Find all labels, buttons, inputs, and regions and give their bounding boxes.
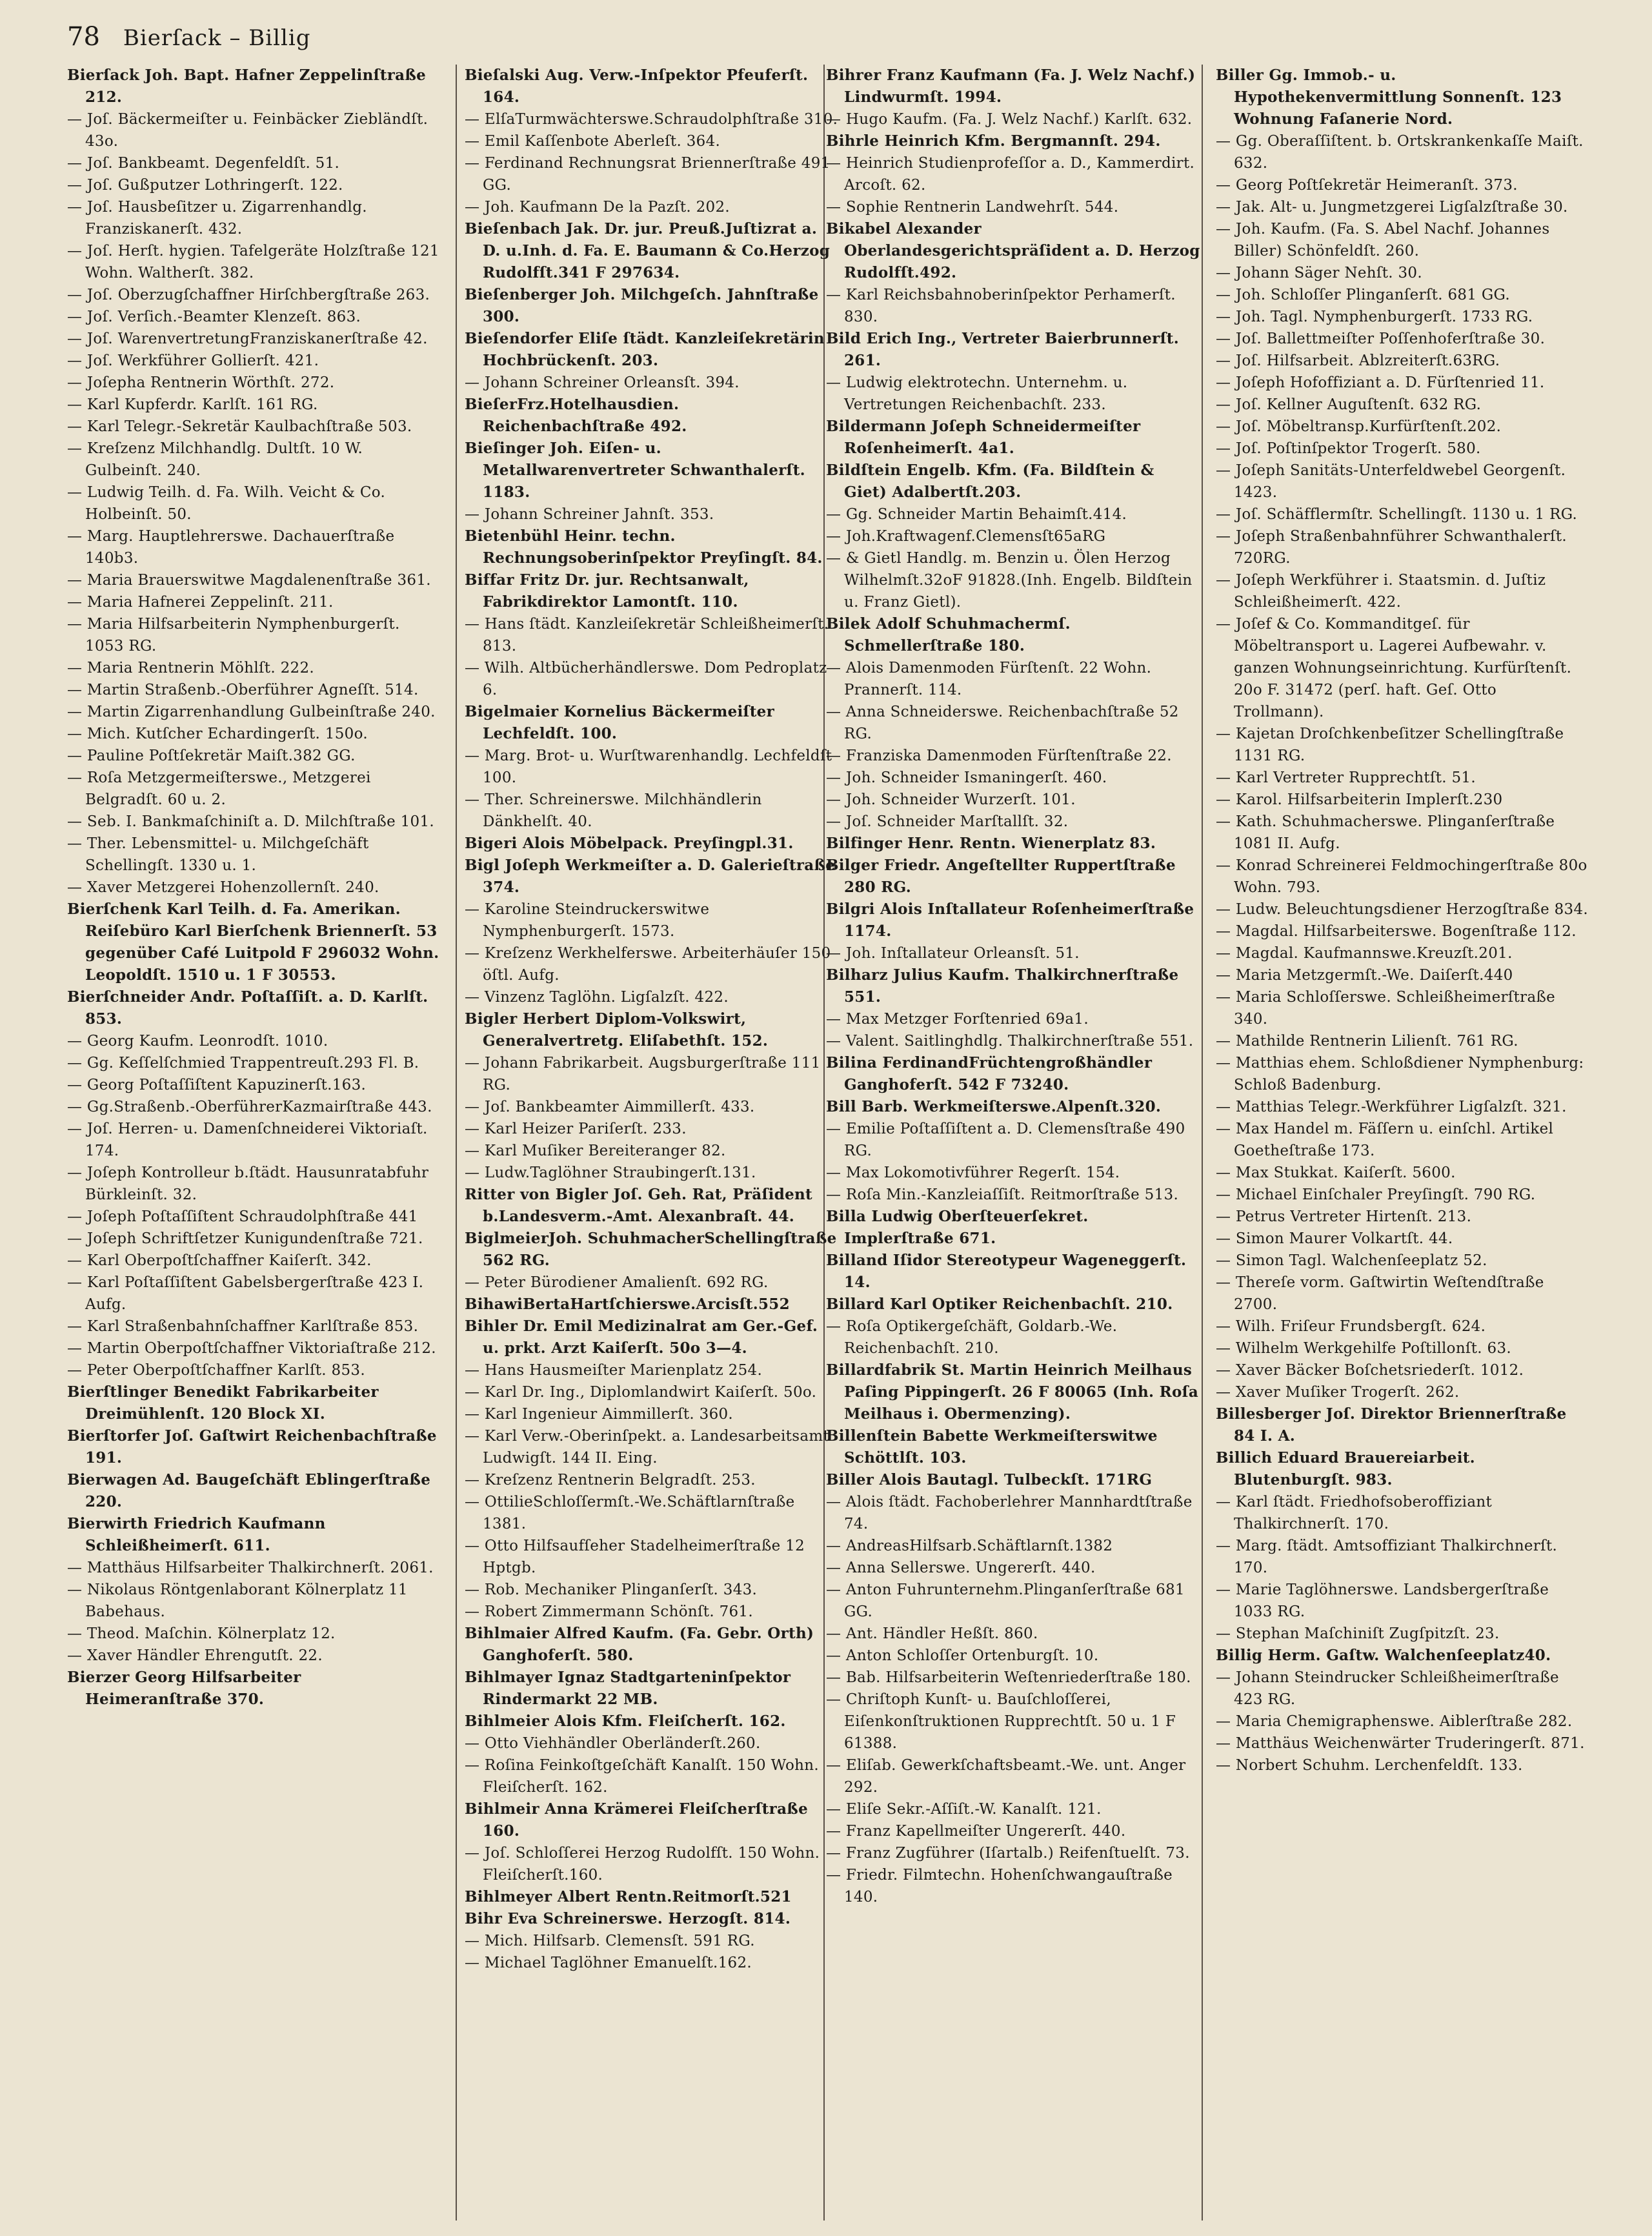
directory-entry: Bilina FerdinandFrüchtengroßhändler Ganghoferſt. 542 F 73240. <box>826 1054 1153 1093</box>
directory-entry: — Karl Heizer Pariſerſt. 233. <box>465 1121 687 1137</box>
directory-entry: — Peter Oberpoſtſchaffner Karlſt. 853. <box>67 1362 365 1379</box>
directory-entry: — Karl Vertreter Rupprechtſt. 51. <box>1216 769 1476 786</box>
directory-entry: — Joſ. Bankbeamt. Degenfeldſt. 51. <box>67 155 340 172</box>
directory-entry: — Joſ. Gußputzer Lothringerſt. 122. <box>67 177 343 194</box>
directory-entry: — Joſ. Bäckermeiſter u. Feinbäcker Ziebländſt. 43o. <box>67 111 428 150</box>
directory-entry: — Wilhelm Werkgehilfe Poſtillonſt. 63. <box>1216 1340 1511 1357</box>
directory-entry: Bigelmaier Kornelius Bäckermeiſter Lechfeldſt. 100. <box>465 703 775 742</box>
page-header <box>67 22 311 61</box>
directory-entry: — Gg.Straßenb.-OberführerKazmairſtraße 443. <box>67 1099 432 1115</box>
directory-entry: — Joh. Schloſſer Plinganſerſt. 681 GG. <box>1216 287 1511 303</box>
directory-entry: — Karl Verw.-Oberinſpekt. a. Landesarbeitsamt Ludwigſt. 144 II. Eing. <box>465 1428 829 1467</box>
directory-entry: — Alois ſtädt. Fachoberlehrer Mannhardtſtraße 74. <box>826 1494 1193 1532</box>
directory-entry: — Kreſzenz Milchhandlg. Dultſt. 10 W. Gulbeinſt. 240. <box>67 440 363 479</box>
directory-entry: — Joh. Schneider Wurzerſt. 101. <box>826 791 1076 808</box>
directory-entry: Bieſinger Joh. Eiſen- u. Metallwarenvertreter Schwanthalerſt. 1183. <box>465 440 805 501</box>
directory-entry: — Georg Poſtaſſiſtent Kapuzinerſt.163. <box>67 1077 367 1093</box>
directory-entry: — Bab. Hilfsarbeiterin Weſtenriederſtraße 180. <box>826 1669 1191 1686</box>
directory-entry: — Emilie Poſtaſſiſtent a. D. Clemensſtraße 490 RG. <box>826 1121 1185 1159</box>
directory-entry: — Marg. Brot- u. Wurſtwarenhandlg. Lechfeldſt 100. <box>465 747 832 786</box>
directory-entry: — Jak. Alt- u. Jungmetzgerei Ligſalzſtraße 30. <box>1216 199 1568 216</box>
directory-entry: — Joſeph Kontrolleur b.ſtädt. Hausunratabfuhr Bürkleinſt. 32. <box>67 1164 429 1203</box>
directory-entry: — Joſef & Co. Kommanditgeſ. für Möbeltransport u. Lagerei Aufbewahr. v. ganzen Wohnungseinrichtung. Kurfürſtenſt. 20o F. 31472 (perſ. haft. Geſ. Otto Trollmann). <box>1216 616 1572 720</box>
directory-entry: — Eliſe Sekr.-Aſſiſt.-W. Kanalſt. 121. <box>826 1801 1102 1818</box>
directory-entry: — Rob. Mechaniker Plinganſerſt. 343. <box>465 1581 758 1598</box>
directory-entry: — Ant. Händler Heßſt. 860. <box>826 1625 1038 1642</box>
directory-entry: Bihr Eva Schreinerswe. Herzogſt. 814. <box>465 1910 791 1927</box>
directory-entry: — Michael Einſchaler Preyſingſt. 790 RG. <box>1216 1186 1536 1203</box>
directory-entry: — Robert Zimmermann Schönſt. 761. <box>465 1603 753 1620</box>
directory-entry: Bigeri Alois Möbelpack. Preyſingpl.31. <box>465 835 794 852</box>
directory-entry: Bierſtorfer Joſ. Gaſtwirt Reichenbachſtraße 191. <box>67 1427 437 1467</box>
directory-entry: Bildſtein Engelb. Kfm. (Fa. Bildſtein & Giet) Adalbertſt.203. <box>826 462 1154 501</box>
running-head: Bierſack – Billig <box>123 25 311 51</box>
directory-entry: Bihlmeir Anna Krämerei Fleiſcherſtraße 160. <box>465 1800 808 1840</box>
directory-entry: — Magdal. Kaufmannswe.Kreuzſt.201. <box>1216 945 1513 962</box>
directory-entry: — Roſina Feinkoſtgeſchäft Kanalſt. 150 Wohn. Fleiſcherſt. 162. <box>465 1757 819 1796</box>
directory-entry: — Simon Tagl. Walchenſeeplatz 52. <box>1216 1252 1487 1269</box>
directory-entry: — Karl Straßenbahnſchaffner Karlſtraße 853. <box>67 1318 419 1335</box>
directory-entry: Billenſtein Babette Werkmeiſterswitwe Schöttlſt. 103. <box>826 1427 1158 1467</box>
directory-entry: Bierwirth Friedrich Kaufmann Schleißheimerſt. 611. <box>67 1515 326 1554</box>
directory-entry: — Anna Schneiderswe. Reichenbachſtraße 52 RG. <box>826 704 1179 742</box>
directory-entry: — Joſeph Straßenbahnführer Schwanthalerſt. 720RG. <box>1216 528 1567 567</box>
directory-entry: — Joh. Kaufm. (Fa. S. Abel Nachf. Johannes Biller) Schönfeldſt. 260. <box>1216 221 1550 259</box>
directory-entry: BiglmeierJoh. SchuhmacherSchellingſtraße 562 RG. <box>465 1230 837 1269</box>
directory-entry: — Karl Reichsbahnoberinſpektor Perhamerſt. 830. <box>826 287 1176 325</box>
directory-entry: Bihlmeier Alois Kfm. Fleiſcherſt. 162. <box>465 1713 786 1730</box>
directory-entry: — Joſ. Herren- u. Damenſchneiderei Viktoriaſt. 174. <box>67 1121 428 1159</box>
directory-entry: Bilek Adolf Schuhmachermſ. Schmellerſtraße 180. <box>826 615 1071 655</box>
directory-entry: — Joſeph Poſtaſſiſtent Schraudolphſtraße 441 <box>67 1208 418 1225</box>
directory-entry: — Joſ. Verſich.-Beamter Klenzeſt. 863. <box>67 309 361 325</box>
directory-entry: — Joſ. Bankbeamter Aimmillerſt. 433. <box>465 1099 755 1115</box>
directory-entry: — Seb. I. Bankmaſchiniſt a. D. Milchſtraße 101. <box>67 813 435 830</box>
directory-entry: Bieſenberger Joh. Milchgeſch. Jahnſtraße 300. <box>465 286 819 325</box>
directory-entry: — Valent. Saitlinghdlg. Thalkirchnerſtraße 551. <box>826 1033 1194 1050</box>
directory-entry: — Karl Telegr.-Sekretär Kaulbachſtraße 503. <box>67 418 412 435</box>
directory-entry: — Ludwig elektrotechn. Unternehm. u. Vertretungen Reichenbachſt. 233. <box>826 374 1128 413</box>
directory-entry: — Johann Steindrucker Schleißheimerſtraße 423 RG. <box>1216 1669 1559 1708</box>
directory-entry: — Joh.Kraftwagenf.Clemensſt65aRG <box>826 528 1106 545</box>
directory-entry: — Joſ. Hausbeſitzer u. Zigarrenhandlg. Franziskanerſt. 432. <box>67 199 367 238</box>
directory-entry: — Simon Maurer Volkartſt. 44. <box>1216 1230 1453 1247</box>
directory-entry: — Roſa Metzgermeiſterswe., Metzgerei Belgradſt. 60 u. 2. <box>67 769 371 808</box>
directory-entry: — Mich. Hilfsarb. Clemensſt. 591 RG. <box>465 1933 755 1949</box>
directory-entry: — Wilh. Altbücherhändlerswe. Dom Pedroplatz 6. <box>465 660 827 698</box>
directory-entry: — Joſ. Schneider Marſtallſt. 32. <box>826 813 1069 830</box>
directory-entry: — Ludwig Teilh. d. Fa. Wilh. Veicht & Co. Holbeinſt. 50. <box>67 484 386 523</box>
directory-entry: — Petrus Vertreter Hirtenſt. 213. <box>1216 1208 1472 1225</box>
directory-entry: Bierſack Joh. Bapt. Hafner Zeppelinſtraße 212. <box>67 66 427 106</box>
directory-entry: — Norbert Schuhm. Lerchenfeldſt. 133. <box>1216 1757 1523 1774</box>
directory-entry: Bihlmayer Ignaz Stadtgarteninſpektor Rindermarkt 22 MB. <box>465 1669 791 1708</box>
directory-entry: — Kreſzenz Rentnerin Belgradſt. 253. <box>465 1472 756 1489</box>
directory-entry: — Vinzenz Taglöhn. Ligſalzſt. 422. <box>465 989 729 1006</box>
directory-entry: Billand Iſidor Stereotypeur Wageneggerſt. 14. <box>826 1252 1187 1291</box>
directory-entry: — Xaver Metzgerei Hohenzollernſt. 240. <box>67 879 379 896</box>
directory-entry: — Franz Kapellmeiſter Ungererſt. 440. <box>826 1823 1126 1840</box>
directory-entry: — Max Stukkat. Kaiſerſt. 5600. <box>1216 1164 1456 1181</box>
directory-entry: — Joſeph Werkführer i. Staatsmin. d. Juſtiz Schleißheimerſt. 422. <box>1216 572 1546 611</box>
directory-entry: — Maria Hafnerei Zeppelinſt. 211. <box>67 594 334 611</box>
directory-entry: Bigler Herbert Diplom-Volkswirt, Generalvertretg. Eliſabethſt. 152. <box>465 1010 769 1050</box>
directory-entry: Biller Alois Bautagl. Tulbeckſt. 171RG <box>826 1471 1153 1489</box>
directory-entry: — Joh. Tagl. Nymphenburgerſt. 1733 RG. <box>1216 309 1533 325</box>
directory-entry: — Joh. Inſtallateur Orleansſt. 51. <box>826 945 1080 962</box>
directory-entry: — AndreasHilfsarb.Schäftlarnſt.1382 <box>826 1538 1113 1554</box>
directory-entry: — Matthias ehem. Schloßdiener Nymphenburg: Schloß Badenburg. <box>1216 1055 1584 1093</box>
directory-entry: Bigl Joſeph Werkmeiſter a. D. Galerieſtraße 374. <box>465 857 836 896</box>
directory-entry: Bilfinger Henr. Rentn. Wienerplatz 83. <box>826 835 1156 852</box>
directory-entry: — Kreſzenz Werkhelferswe. Arbeiterhäuſer 150 öſtl. Aufg. <box>465 945 831 984</box>
directory-entry: — Gg. Schneider Martin Behaimſt.414. <box>826 506 1127 523</box>
directory-entry: — Joſ. Herſt. hygien. Tafelgeräte Holzſtraße 121 Wohn. Waltherſt. 382. <box>67 243 439 281</box>
directory-entry: — Ther. Schreinerswe. Milchhändlerin Dänkhelſt. 40. <box>465 791 762 830</box>
directory-entry: — Maria Schloſſerswe. Schleißheimerſtraße 340. <box>1216 989 1556 1028</box>
directory-entry: — Anton Schloſſer Ortenburgſt. 10. <box>826 1647 1099 1664</box>
directory-entry: Bierſchenk Karl Teilh. d. Fa. Amerikan. Reiſebüro Karl Bierſchenk Briennerſt. 53 gegenüber Café Luitpold F 296032 Wohn. Leopoldſt. 1510 u. 1 F 30553. <box>67 900 439 984</box>
directory-entry: — Wilh. Friſeur Frundsbergſt. 624. <box>1216 1318 1486 1335</box>
directory-entry: — Karl Oberpoſtſchaffner Kaiſerſt. 342. <box>67 1252 372 1269</box>
directory-entry: — Ludw. Beleuchtungsdiener Herzogſtraße 834. <box>1216 901 1589 918</box>
directory-entry: — Karol. Hilfsarbeiterin Implerſt.230 <box>1216 791 1503 808</box>
directory-entry: — Thereſe vorm. Gaſtwirtin Weſtendſtraße 2700. <box>1216 1274 1544 1313</box>
directory-entry: — Magdal. Hilfsarbeiterswe. Bogenſtraße 112. <box>1216 923 1576 940</box>
directory-entry: Bilger Friedr. Angeſtellter Ruppertſtraße 280 RG. <box>826 857 1176 896</box>
directory-entry: — Karl Dr. Ing., Diplomlandwirt Kaiſerſt. 50o. <box>465 1384 817 1401</box>
directory-entry: — Marg. Hauptlehrerswe. Dachauerſtraße 140b3. <box>67 528 395 567</box>
directory-entry: Bihlmaier Alfred Kaufm. (Fa. Gebr. Orth) Ganghoferſt. 580. <box>465 1625 814 1664</box>
directory-entry: Bill Barb. Werkmeiſterswe.Alpenſt.320. <box>826 1098 1162 1115</box>
directory-entry: — Marg. ſtädt. Amtsoffiziant Thalkirchnerſt. 170. <box>1216 1538 1558 1576</box>
directory-entry: Bihrle Heinrich Kfm. Bergmannſt. 294. <box>826 132 1161 150</box>
directory-entry: — Joſ. Schäfflermſtr. Schellingſt. 1130 u. 1 RG. <box>1216 506 1578 523</box>
directory-entry: BieſerFrz.Hotelhausdien. Reichenbachſtraße 492. <box>465 396 687 435</box>
directory-entry: — Karl ſtädt. Friedhofsoberoffiziant Thalkirchnerſt. 170. <box>1216 1494 1492 1532</box>
directory-entry: — Max Metzger Forſtenried 69a1. <box>826 1011 1089 1028</box>
directory-entry: — Peter Bürodiener Amalienſt. 692 RG. <box>465 1274 769 1291</box>
directory-entry: — & Gietl Handlg. m. Benzin u. Ölen Herzog Wilhelmſt.32oF 91828.(Inh. Engelb. Bildſtein u. Franz Gietl). <box>826 550 1193 611</box>
directory-entry: — Joh. Schneider Ismaningerſt. 460. <box>826 769 1107 786</box>
directory-entry: — Ludw.Taglöhner Straubingerſt.131. <box>465 1164 756 1181</box>
directory-entry: — Joſ. Poſtinſpektor Trogerſt. 580. <box>1216 440 1481 457</box>
directory-entry: Bihler Dr. Emil Medizinalrat am Ger.-Gef. u. prkt. Arzt Kaiſerſt. 50o 3—4. <box>465 1317 818 1357</box>
directory-entry: — Johann Säger Nehſt. 30. <box>1216 265 1422 281</box>
directory-entry: — Karl Poſtaſſiſtent Gabelsbergerſtraße 423 I. Aufg. <box>67 1274 424 1313</box>
directory-entry: Bierzer Georg Hilfsarbeiter Heimeranſtraße 370. <box>67 1669 301 1708</box>
directory-entry: — Karl Muſiker Bereiteranger 82. <box>465 1143 726 1159</box>
directory-entry: — Karl Ingenieur Aimmillerſt. 360. <box>465 1406 734 1423</box>
directory-entry: — Roſa Min.-Kanzleiaſſiſt. Reitmorſtraße 513. <box>826 1186 1179 1203</box>
directory-entry: — Joſ. WarenvertretungFranziskanerſtraße 42. <box>67 330 428 347</box>
directory-entry: — Johann Schreiner Jahnſt. 353. <box>465 506 714 523</box>
directory-entry: — Martin Zigarrenhandlung Gulbeinſtraße 240. <box>67 704 436 720</box>
directory-entry: — Hugo Kaufm. (Fa. J. Welz Nachf.) Karlſt. 632. <box>826 111 1193 128</box>
directory-entry: Billesberger Joſ. Direktor Briennerſtraße 84 I. A. <box>1216 1405 1567 1445</box>
directory-entry: — Georg Kaufm. Leonrodſt. 1010. <box>67 1033 328 1050</box>
directory-entry: Billig Herm. Gaſtw. Walchenſeeplatz40. <box>1216 1647 1551 1664</box>
directory-entry: — Franziska Damenmoden Fürſtenſtraße 22. <box>826 747 1172 764</box>
directory-entry: — Maria Chemigraphenswe. Aiblerſtraße 282. <box>1216 1713 1573 1730</box>
directory-entry: — Xaver Bäcker Boſchetsriederſt. 1012. <box>1216 1362 1524 1379</box>
directory-entry: — Sophie Rentnerin Landwehrſt. 544. <box>826 199 1119 216</box>
directory-entry: Billich Eduard Brauereiarbeit. Blutenburgſt. 983. <box>1216 1449 1475 1489</box>
directory-entry: Bilharz Julius Kaufm. Thalkirchnerſtraße 551. <box>826 966 1179 1006</box>
directory-entry: — Otto Hilfsaufſeher Stadelheimerſtraße 12 Hptgb. <box>465 1538 805 1576</box>
directory-entry: — Matthäus Weichenwärter Truderingerſt. 871. <box>1216 1735 1585 1752</box>
directory-entry: — Theod. Maſchin. Kölnerplatz 12. <box>67 1625 336 1642</box>
directory-entry: — Joſ. Schloſſerei Herzog Rudolfſt. 150 Wohn. Fleiſcherſt.160. <box>465 1845 820 1884</box>
directory-entry: Bihrer Franz Kaufmann (Fa. J. Welz Nachf.) Lindwurmſt. 1994. <box>826 66 1196 106</box>
directory-entry: — Max Lokomotivführer Regerſt. 154. <box>826 1164 1120 1181</box>
directory-entry: — Joſ. Ballettmeiſter Poſſenhoferſtraße 30. <box>1216 330 1546 347</box>
directory-entry: — Mich. Kutſcher Echardingerſt. 150o. <box>67 726 368 742</box>
directory-entry: — Anna Sellerswe. Ungererſt. 440. <box>826 1560 1096 1576</box>
directory-entry: — Ther. Lebensmittel- u. Milchgeſchäft Schellingſt. 1330 u. 1. <box>67 835 369 874</box>
directory-entry: — Maria Hilfsarbeiterin Nymphenburgerſt. 1053 RG. <box>67 616 400 655</box>
directory-entry: — Michael Taglöhner Emanuelſt.162. <box>465 1955 752 1971</box>
directory-entry: Bietenbühl Heinr. techn. Rechnungsoberinſpektor Preyſingſt. 84. <box>465 527 823 567</box>
directory-entry: — Johann Fabrikarbeit. Augsburgerſtraße 111 RG. <box>465 1055 821 1093</box>
directory-entry: Bikabel Alexander Oberlandesgerichtspräſident a. D. Herzog Rudolfſt.492. <box>826 220 1200 281</box>
directory-entry: — Xaver Muſiker Trogerſt. 262. <box>1216 1384 1460 1401</box>
directory-entry: — Matthias Telegr.-Werkführer Ligſalzſt. 321. <box>1216 1099 1567 1115</box>
directory-entry: — Roſa Optikergeſchäft, Goldarb.-We. Reichenbachſt. 210. <box>826 1318 1118 1357</box>
directory-entry: Bild Erich Ing., Vertreter Baierbrunnerſt. 261. <box>826 330 1180 369</box>
directory-entry: — Gg. Keſſelſchmied Trappentreuſt.293 Fl. B. <box>67 1055 419 1072</box>
directory-entry: — Eliſab. Gewerkſchaftsbeamt.-We. unt. Anger 292. <box>826 1757 1186 1796</box>
directory-entry: — Nikolaus Röntgenlaborant Kölnerplatz 11 Babehaus. <box>67 1581 408 1620</box>
directory-entry: — Franz Zugführer (Iſartalb.) Reifenſtuelſt. 73. <box>826 1845 1190 1862</box>
directory-entry: — Chriſtoph Kunſt- u. Bauſchloſſerei, Eiſenkonſtruktionen Rupprechtſt. 50 u. 1 F 61388. <box>826 1691 1176 1752</box>
directory-entry: — Maria Metzgermſt.-We. Daiſerſt.440 <box>1216 967 1513 984</box>
directory-entry: — Joſ. Hilfsarbeit. Ablzreiterſt.63RG. <box>1216 352 1500 369</box>
directory-entry: Bierwagen Ad. Baugeſchäft Eblingerſtraße 220. <box>67 1471 431 1510</box>
directory-entry: — Hans Hausmeiſter Marienplatz 254. <box>465 1362 763 1379</box>
directory-entry: — Georg Poſtſekretär Heimeranſt. 373. <box>1216 177 1518 194</box>
directory-entry: — Friedr. Filmtechn. Hohenſchwangauſtraße 140. <box>826 1867 1173 1906</box>
directory-entry: — Karoline Steindruckerswitwe Nymphenburgerſt. 1573. <box>465 901 710 940</box>
directory-entry: — Pauline Poſtſekretär Maiſt.382 GG. <box>67 747 356 764</box>
directory-entry: BihawiBertaHartſchierswe.Arcisſt.552 <box>465 1296 790 1313</box>
directory-entry: Biller Gg. Immob.- u. Hypothekenvermittlung Sonnenſt. 123 Wohnung Faſanerie Nord. <box>1216 66 1562 128</box>
directory-entry: — Joſeph Sanitäts-Unterfeldwebel Georgenſt. 1423. <box>1216 462 1566 501</box>
directory-entry: Bieſendorfer Eliſe ſtädt. Kanzleiſekretärin Hochbrückenſt. 203. <box>465 330 825 369</box>
directory-entry: — Otto Viehhändler Oberländerſt.260. <box>465 1735 761 1752</box>
directory-entry: — Martin Oberpoſtſchaffner Viktoriaſtraße 212. <box>67 1340 436 1357</box>
page-number: 78 <box>67 22 100 52</box>
directory-entry: — Konrad Schreinerei Feldmochingerſtraße 80o Wohn. 793. <box>1216 857 1587 896</box>
directory-entry: — Joſ. Oberzugſchaffner Hirſchbergſtraße 263. <box>67 287 430 303</box>
directory-entry: — OttilieSchloſſermſt.-We.Schäftlarnſtraße 1381. <box>465 1494 795 1532</box>
directory-entry: Bihlmeyer Albert Rentn.Reitmorſt.521 <box>465 1888 792 1906</box>
column-1 <box>67 65 441 2221</box>
directory-entry: — Alois Damenmoden Fürſtenſt. 22 Wohn. Prannerſt. 114. <box>826 660 1152 698</box>
directory-entry: Bierſtlinger Benedikt Fabrikarbeiter Dreimühlenſt. 120 Block XI. <box>67 1383 379 1423</box>
directory-entry: — Joſeph Hofoffiziant a. D. Fürſtenried 11. <box>1216 374 1545 391</box>
directory-entry: — Martin Straßenb.-Oberführer Agneſſt. 514. <box>67 682 419 698</box>
directory-entry: Billardfabrik St. Martin Heinrich Meilhaus Paſing Pippingerſt. 26 F 80065 (Inh. Roſa Meilhaus i. Obermenzing). <box>826 1361 1199 1423</box>
directory-entry: — Kajetan Droſchkenbeſitzer Schellingſtraße 1131 RG. <box>1216 726 1564 764</box>
directory-entry: — Maria Rentnerin Möhlſt. 222. <box>67 660 314 676</box>
directory-entry: Ritter von Bigler Joſ. Geh. Rat, Präſident b.Landesverm.-Amt. Alexanbraſt. 44. <box>465 1186 812 1225</box>
directory-entry: — Hans ſtädt. Kanzleiſekretär Schleißheimerſt. 813. <box>465 616 829 655</box>
directory-columns <box>67 65 1635 2221</box>
directory-entry: Biffar Fritz Dr. jur. Rechtsanwalt, Fabrikdirektor Lamontſt. 110. <box>465 571 749 611</box>
directory-entry: Billard Karl Optiker Reichenbachſt. 210. <box>826 1296 1173 1313</box>
column-2 <box>465 65 839 2221</box>
directory-entry: Bieſenbach Jak. Dr. jur. Preuß.Juſtizrat a. D. u.Inh. d. Fa. E. Baumann & Co.Herzog Rudolfſt.341 F 297634. <box>465 220 831 281</box>
directory-entry: — Joſepha Rentnerin Wörthſt. 272. <box>67 374 335 391</box>
directory-entry: Bildermann Joſeph Schneidermeiſter Roſenheimerſt. 4a1. <box>826 418 1141 457</box>
directory-entry: — Emil Kaſſenbote Aberleſt. 364. <box>465 133 721 150</box>
directory-entry: — Ferdinand Rechnungsrat Briennerſtraße 491 GG. <box>465 155 831 194</box>
directory-entry: Billa Ludwig Oberſteuerſekret. Implerſtraße 671. <box>826 1208 1089 1247</box>
directory-entry: — Max Handel m. Fäſſern u. einſchl. Artikel Goetheſtraße 173. <box>1216 1121 1554 1159</box>
directory-entry: — ElſaTurmwächterswe.Schraudolphſtraße 310. <box>465 111 838 128</box>
directory-entry: — Heinrich Studienprofeſſor a. D., Kammerdirt. Arcoſt. 62. <box>826 155 1195 194</box>
directory-entry: — Stephan Maſchiniſt Zugſpitzſt. 23. <box>1216 1625 1500 1642</box>
directory-entry: — Joſeph Schriftſetzer Kunigundenſtraße 721. <box>67 1230 423 1247</box>
directory-entry: — Marie Taglöhnerswe. Landsbergerſtraße 1033 RG. <box>1216 1581 1549 1620</box>
directory-entry: — Gg. Oberaſſiſtent. b. Ortskrankenkaſſe Maiſt. 632. <box>1216 133 1584 172</box>
directory-entry: — Johann Schreiner Orleansſt. 394. <box>465 374 740 391</box>
directory-entry: — Joh. Kaufmann De la Pazſt. 202. <box>465 199 730 216</box>
directory-entry: — Joſ. Werkführer Gollierſt. 421. <box>67 352 319 369</box>
directory-entry: — Kath. Schuhmacherswe. Plinganſerſtraße 1081 II. Aufg. <box>1216 813 1555 852</box>
directory-entry: — Xaver Händler Ehrengutſt. 22. <box>67 1647 323 1664</box>
directory-entry: Bierſchneider Andr. Poſtaſſiſt. a. D. Karlſt. 853. <box>67 988 428 1028</box>
column-3 <box>826 65 1200 2221</box>
directory-entry: Bieſalski Aug. Verw.-Inſpektor Pfeuferſt. 164. <box>465 66 809 106</box>
directory-entry: — Matthäus Hilfsarbeiter Thalkirchnerſt. 2061. <box>67 1560 434 1576</box>
column-4 <box>1216 65 1590 2221</box>
directory-entry: — Mathilde Rentnerin Lilienſt. 761 RG. <box>1216 1033 1518 1050</box>
directory-entry: — Anton Fuhrunternehm.Plinganſerſtraße 681 GG. <box>826 1581 1185 1620</box>
directory-entry: — Karl Kupferdr. Karlſt. 161 RG. <box>67 396 318 413</box>
directory-entry: — Joſ. Möbeltransp.Kurfürſtenſt.202. <box>1216 418 1502 435</box>
directory-entry: — Joſ. Kellner Auguſtenſt. 632 RG. <box>1216 396 1482 413</box>
directory-entry: — Maria Brauerswitwe Magdalenenſtraße 361. <box>67 572 431 589</box>
directory-entry: Bilgri Alois Inſtallateur Roſenheimerſtraße 1174. <box>826 900 1194 940</box>
